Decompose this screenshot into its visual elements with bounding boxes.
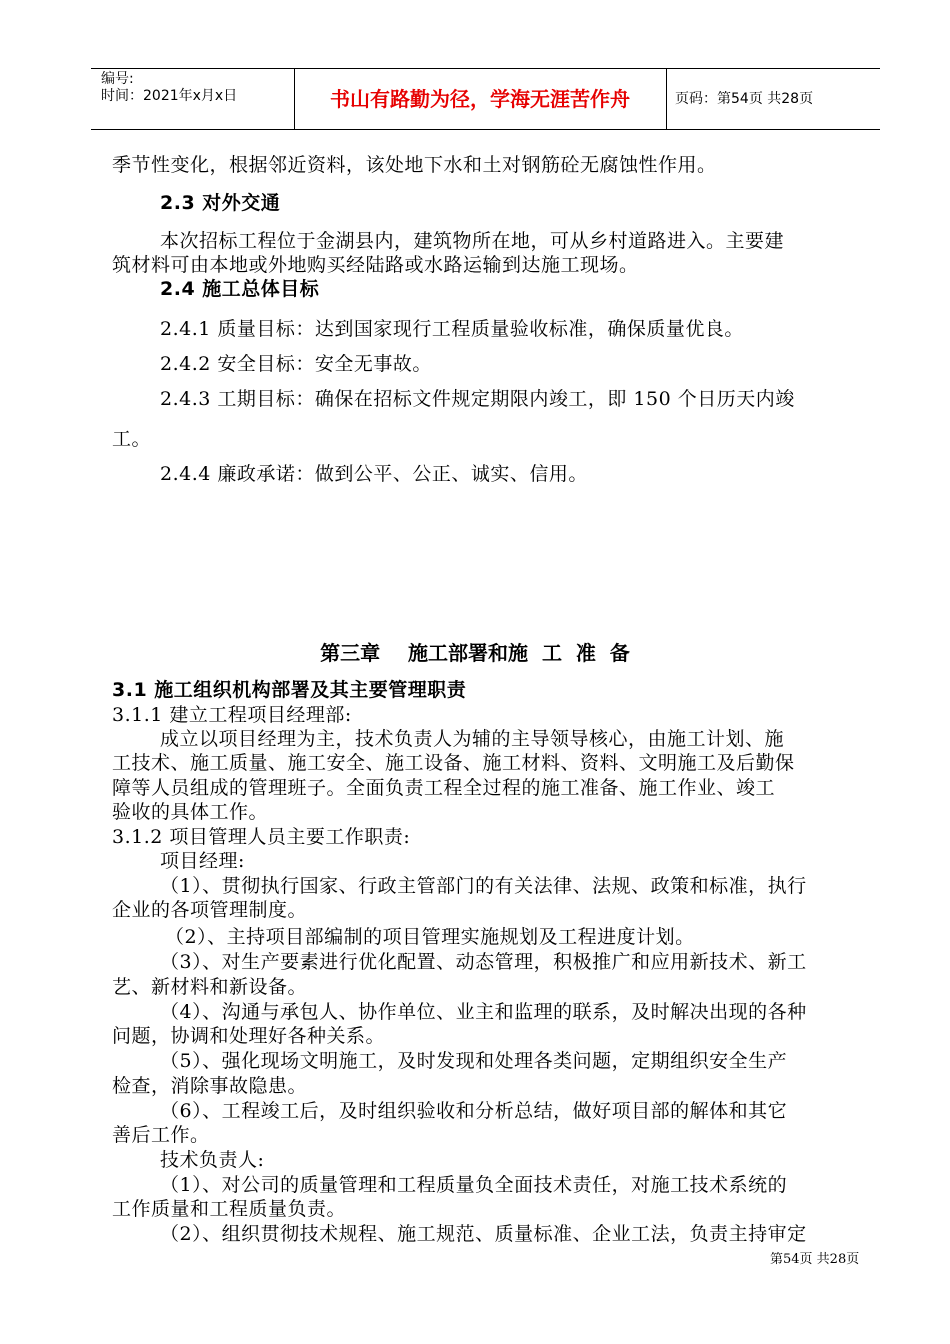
paragraph-line: （4）、沟通与承包人、协作单位、业主和监理的联系，及时解决出现的各种 [160, 1001, 807, 1023]
paragraph-line: 工技术、施工质量、施工安全、施工设备、施工材料、资料、文明施工及后勤保 [112, 752, 795, 774]
header-page-code: 页码：第54页 共28页 [675, 91, 814, 107]
page-header [91, 68, 880, 130]
paragraph-line: 2.4.1 质量目标：达到国家现行工程质量验收标准，确保质量优良。 [160, 318, 744, 340]
paragraph-line: 2.4.2 安全目标：安全无事故。 [160, 353, 432, 375]
role-heading: 项目经理: [160, 850, 245, 872]
paragraph-line: 本次招标工程位于金湖县内，建筑物所在地，可从乡村道路进入。主要建 [160, 230, 785, 252]
paragraph-line: 善后工作。 [112, 1124, 210, 1146]
paragraph-line: 艺、新材料和新设备。 [112, 976, 308, 998]
paragraph-line: 问题，协调和处理好各种关系。 [112, 1025, 386, 1047]
paragraph-line: 工。 [112, 428, 152, 450]
paragraph-line: （1）、贯彻执行国家、行政主管部门的有关法律、法规、政策和标准，执行 [160, 875, 807, 897]
section-heading: 2.4 施工总体目标 [160, 278, 320, 300]
footer-page-number: 第54页 共28页 [770, 1252, 860, 1267]
header-motto: 书山有路勤为径，学海无涯苦作舟 [330, 87, 630, 111]
subsection-heading: 3.1.2 项目管理人员主要工作职责: [112, 826, 411, 848]
paragraph-line: （5）、强化现场文明施工，及时发现和处理各类问题，定期组织安全生产 [160, 1050, 788, 1072]
chapter-title: 第三章 施工部署和施 工 准 备 [320, 641, 630, 665]
paragraph-line: （2）、主持项目部编制的项目管理实施规划及工程进度计划。 [165, 926, 695, 948]
code-label: 编号: [101, 71, 134, 87]
paragraph-line: 季节性变化，根据邻近资料，该处地下水和土对钢筋砼无腐蚀性作用。 [112, 154, 717, 176]
paragraph-line: （3）、对生产要素进行优化配置、动态管理，积极推广和应用新技术、新工 [160, 951, 807, 973]
paragraph-line: （1）、对公司的质量管理和工程质量负全面技术责任，对施工技术系统的 [160, 1174, 788, 1196]
subsection-heading: 3.1.1 建立工程项目经理部: [112, 704, 352, 726]
paragraph-line: 工作质量和工程质量负责。 [112, 1198, 347, 1220]
paragraph-line: 2.4.3 工期目标：确保在招标文件规定期限内竣工，即 150 个日历天内竣 [160, 388, 795, 410]
section-heading: 2.3 对外交通 [160, 192, 281, 214]
paragraph-line: 筑材料可由本地或外地购买经陆路或水路运输到达施工现场。 [112, 254, 639, 276]
paragraph-line: 障等人员组成的管理班子。全面负责工程全过程的施工准备、施工作业、竣工 [112, 777, 776, 799]
paragraph-line: 检查，消除事故隐患。 [112, 1075, 308, 1097]
paragraph-line: 成立以项目经理为主，技术负责人为辅的主导领导核心，由施工计划、施 [160, 728, 785, 750]
paragraph-line: 验收的具体工作。 [112, 801, 269, 823]
paragraph-line: 2.4.4 廉政承诺：做到公平、公正、诚实、信用。 [160, 463, 588, 485]
time-label: 时间：2021年x月x日 [101, 88, 238, 104]
header-divider [666, 69, 667, 129]
paragraph-line: （2）、组织贯彻技术规程、施工规范、质量标准、企业工法，负责主持审定 [160, 1223, 807, 1245]
section-heading: 3.1 施工组织机构部署及其主要管理职责 [112, 679, 467, 701]
paragraph-line: 企业的各项管理制度。 [112, 899, 308, 921]
role-heading: 技术负责人: [160, 1149, 265, 1171]
paragraph-line: （6）、工程竣工后，及时组织验收和分析总结，做好项目部的解体和其它 [160, 1100, 788, 1122]
header-info-cell [101, 69, 296, 129]
